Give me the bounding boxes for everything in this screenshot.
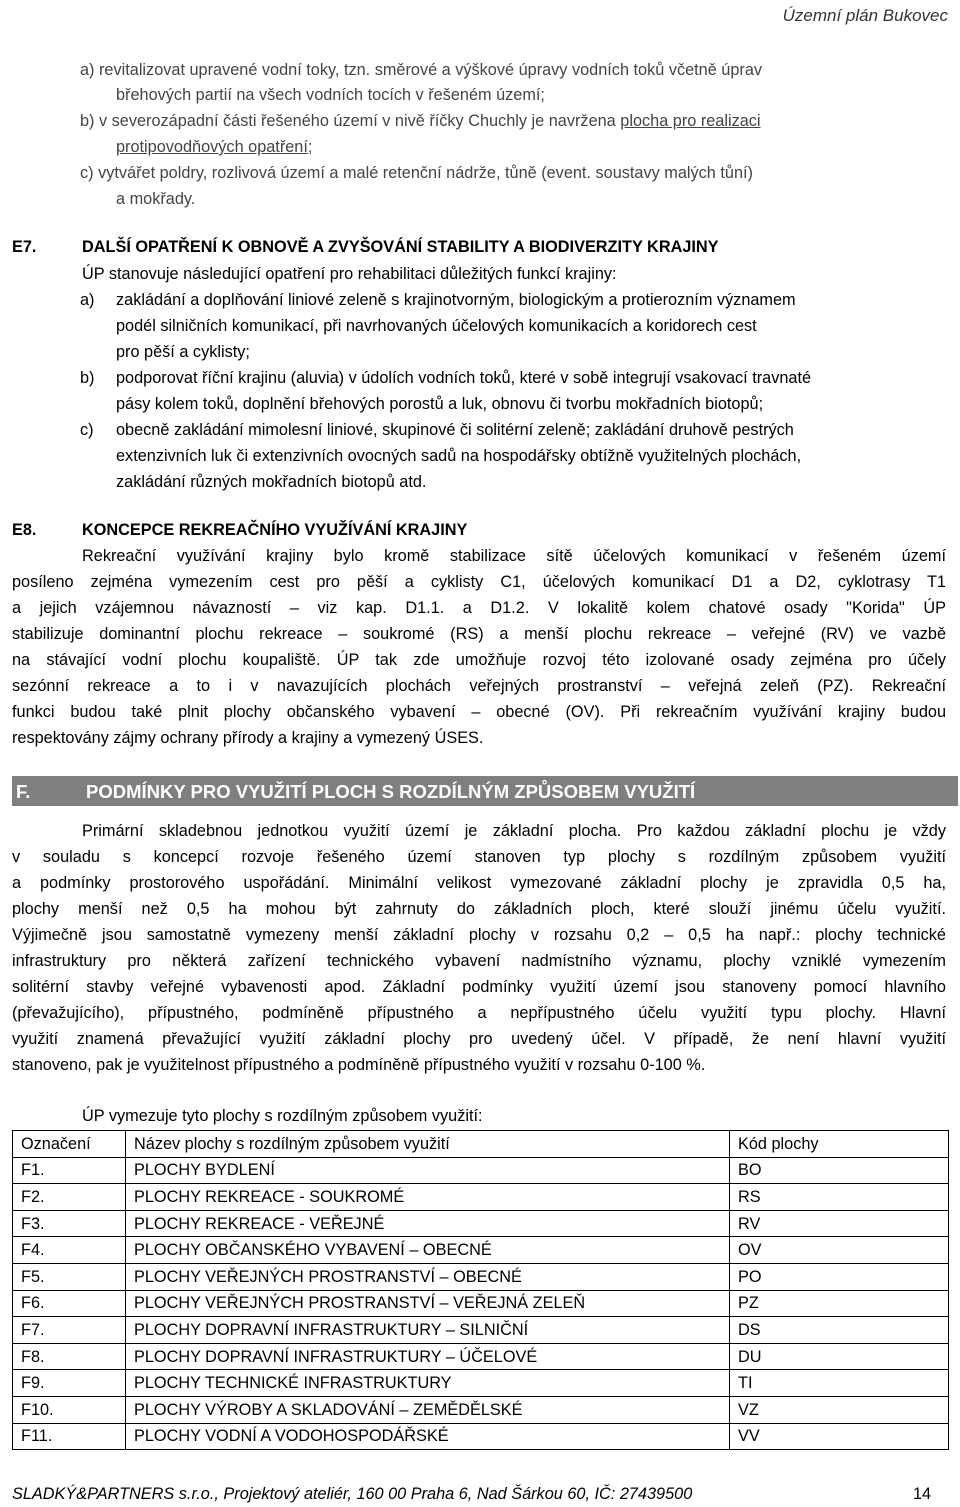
list-item-c-line1: c) vytvářet poldry, rozlivová území a malé retenční nádrže, tůně (event. soustavy malých tůní)	[80, 164, 753, 182]
table-cell: PLOCHY VEŘEJNÝCH PROSTRANSTVÍ – OBECNÉ	[126, 1263, 730, 1290]
section-f-number: F.	[16, 781, 31, 802]
e8-lines-line: na stávající vodní plochu koupaliště. ÚP tak zde umožňuje rozvoj této izolované osady zejména pro účely	[12, 651, 946, 669]
table-cell: BO	[730, 1157, 949, 1184]
e7-c-line2: extenzivních luk či extenzivních ovocných sadů na hospodářsky obtížně využitelných plochách,	[116, 447, 802, 465]
table-row	[13, 1343, 949, 1370]
table-cell: RS	[730, 1184, 949, 1211]
table-cell: PLOCHY VÝROBY A SKLADOVÁNÍ – ZEMĚDĚLSKÉ	[126, 1396, 730, 1423]
list-item-a-line1: a) revitalizovat upravené vodní toky, tzn. směrové a výškové úpravy vodních toků včetně úprav	[80, 61, 763, 79]
table-cell: F5.	[13, 1263, 126, 1290]
section-e7-intro: ÚP stanovuje následující opatření pro rehabilitaci důležitých funkcí krajiny:	[82, 265, 617, 283]
footer-company: SLADKÝ&PARTNERS s.r.o., Projektový ateliér, 160 00 Praha 6, Nad Šárkou 60, IČ: 27439500	[12, 1485, 693, 1503]
table-cell: F4.	[13, 1237, 126, 1264]
table-cell: VZ	[730, 1396, 949, 1423]
section-e8-number: E8.	[12, 521, 37, 539]
e8-lines-line: posíleno zejména vymezením cest pro pěší a cyklisty C1, účelových komunikací D1 a D2, cyklotrasy T1	[12, 573, 946, 591]
table-header-cell: Kód plochy	[730, 1131, 949, 1158]
section-e7-number: E7.	[12, 238, 37, 256]
table-header-row	[13, 1131, 949, 1158]
table-row	[13, 1290, 949, 1317]
table-header-cell: Název plochy s rozdílným způsobem využití	[126, 1131, 730, 1158]
table-cell: F8.	[13, 1343, 126, 1370]
table-cell: PO	[730, 1263, 949, 1290]
table-cell: F11.	[13, 1423, 126, 1450]
e7-a-line3: pro pěší a cyklisty;	[116, 343, 250, 361]
table-row	[13, 1157, 949, 1184]
flood-protection-link[interactable]: plocha pro realizaci	[620, 112, 761, 130]
e8-lines-line: funkci budou také plnit plochy občanského vybavení – obecné (OV). Při rekreačním využívání krajiny budou	[12, 703, 946, 721]
table-cell: PLOCHY REKREACE - SOUKROMÉ	[126, 1184, 730, 1211]
table-cell: PLOCHY VODNÍ A VODOHOSPODÁŘSKÉ	[126, 1423, 730, 1450]
table-row	[13, 1423, 949, 1450]
e7-b-line2: pásy kolem toků, doplnění břehových porostů a luk, obnovu či tvorbu mokřadních biotopů;	[116, 395, 764, 413]
e8-lines-line: Rekreační využívání krajiny bylo kromě stabilizace sítě účelových komunikací v řešeném území	[82, 547, 946, 565]
e7-a-line2: podél silničních komunikací, při navrhovaných účelových komunikacích a koridorech cest	[116, 317, 757, 335]
e8-lines-line: respektovány zájmy ochrany přírody a krajiny a vymezený ÚSES.	[12, 729, 484, 747]
table-intro: ÚP vymezuje tyto plochy s rozdílným způsobem využití:	[82, 1107, 483, 1125]
list-item-c-line2: a mokřady.	[116, 190, 196, 208]
list-item-a-line2: břehových partií na všech vodních tocích v řešeném území;	[116, 86, 545, 104]
e8-lines-line: a jejich vzájemnou návazností – viz kap. D1.1. a D1.2. V lokalitě kolem chatové osady "Korida" ÚP	[12, 599, 946, 617]
e7-c-marker: c)	[80, 421, 94, 439]
table-row	[13, 1184, 949, 1211]
f-lines-line: (převažujícího), přípustného, podmíněně přípustného a nepřípustného účelu využití typu plochy. Hlavní	[12, 1004, 946, 1022]
e7-a-line1: zakládání a doplňování liniové zeleně s krajinotvorným, biologickým a protierozním významem	[116, 291, 796, 309]
table-row	[13, 1370, 949, 1397]
table-row	[13, 1317, 949, 1344]
table-cell: RV	[730, 1210, 949, 1237]
page-header: Územní plán Bukovec	[782, 6, 948, 25]
e7-c-line3: zakládání různých mokřadních biotopů atd.	[116, 473, 427, 491]
table-cell: F9.	[13, 1370, 126, 1397]
table-cell: PLOCHY TECHNICKÉ INFRASTRUKTURY	[126, 1370, 730, 1397]
section-e7-title: DALŠÍ OPATŘENÍ K OBNOVĚ A ZVYŠOVÁNÍ STABILITY A BIODIVERZITY KRAJINY	[82, 238, 719, 256]
area-types-table	[12, 1130, 949, 1450]
e7-b-marker: b)	[80, 369, 95, 387]
table-header-cell: Označení	[13, 1131, 126, 1158]
list-item-b-text: b) v severozápadní části řešeného území v nivě říčky Chuchly je navržena	[80, 112, 621, 130]
table-cell: F2.	[13, 1184, 126, 1211]
table-cell: VV	[730, 1423, 949, 1450]
e7-a-marker: a)	[80, 291, 95, 309]
section-f-title: PODMÍNKY PRO VYUŽITÍ PLOCH S ROZDÍLNÝM ZPŮSOBEM VYUŽITÍ	[86, 781, 696, 802]
table-cell: PLOCHY DOPRAVNÍ INFRASTRUKTURY – SILNIČNÍ	[126, 1317, 730, 1344]
f-lines-line: Primární skladebnou jednotkou využití území je základní plocha. Pro každou základní plochu je vždy	[82, 822, 946, 840]
table-cell: DS	[730, 1317, 949, 1344]
list-item-b-line2	[116, 137, 312, 157]
table-cell: F7.	[13, 1317, 126, 1344]
table-row	[13, 1237, 949, 1264]
section-e8-title: KONCEPCE REKREAČNÍHO VYUŽÍVÁNÍ KRAJINY	[82, 521, 468, 539]
table-cell: DU	[730, 1343, 949, 1370]
table-cell: PLOCHY REKREACE - VEŘEJNÉ	[126, 1210, 730, 1237]
list-item-b-line1	[80, 111, 761, 131]
table-cell: OV	[730, 1237, 949, 1264]
e8-lines-line: stabilizuje dominantní plochu rekreace – soukromé (RS) a menší plochu rekreace – veřejné (RV) ve vazbě	[12, 625, 946, 643]
e7-b-line1: podporovat říční krajinu (aluvia) v údolích vodních toků, které v sobě integrují vsakovací travnaté	[116, 369, 812, 387]
table-cell: F6.	[13, 1290, 126, 1317]
f-lines-line: solitérní stavby veřejné vybavenosti apod. Základní podmínky využití území jsou stanoveny pomocí hlavního	[12, 978, 946, 996]
f-lines-line: stanoveno, pak je využitelnost přípustného a podmíněně přípustného využití v rozsahu 0-100 %.	[12, 1056, 706, 1074]
table-cell: PZ	[730, 1290, 949, 1317]
table-row	[13, 1210, 949, 1237]
table-row	[13, 1263, 949, 1290]
section-f-heading-bar	[12, 776, 958, 806]
table-row	[13, 1396, 949, 1423]
e7-c-line1: obecně zakládání mimolesní liniové, skupinové či solitérní zeleně; zakládání druhově pestrých	[116, 421, 794, 439]
table-cell: PLOCHY DOPRAVNÍ INFRASTRUKTURY – ÚČELOVÉ	[126, 1343, 730, 1370]
table-cell: PLOCHY OBČANSKÉHO VYBAVENÍ – OBECNÉ	[126, 1237, 730, 1264]
e8-lines-line: sezónní rekreace a to i v navazujících plochách veřejných prostranství – veřejná zeleň (PZ). Rekreační	[12, 677, 946, 695]
page-number: 14	[913, 1485, 932, 1503]
f-lines-line: plochy menší než 0,5 ha mohou být zahrnuty do základních ploch, které slouží jinému účelu využití.	[12, 900, 946, 918]
flood-protection-link-cont[interactable]: protipovodňových opatření	[116, 138, 308, 156]
table-cell: F1.	[13, 1157, 126, 1184]
f-lines-line: využití znamená převažující využití základní plochy pro uvedený účel. V případě, že není hlavní využití	[12, 1030, 946, 1048]
f-lines-line: a podmínky prostorového uspořádání. Minimální velikost vymezované základní plochy je zpravidla 0,5 ha,	[12, 874, 946, 892]
table-cell: F10.	[13, 1396, 126, 1423]
table-cell: PLOCHY BYDLENÍ	[126, 1157, 730, 1184]
f-lines-line: infrastruktury pro některá zařízení technického vybavení nadmístního významu, plochy vzniklé vymezením	[12, 952, 946, 970]
table-cell: F3.	[13, 1210, 126, 1237]
f-lines-line: v souladu s koncepcí rozvoje řešeného území stanoven typ plochy s rozdílným způsobem využití	[12, 848, 946, 866]
f-lines-line: Výjimečně jsou samostatně vymezeny menší základní plochy v rozsahu 0,2 – 0,5 ha např.: plochy technické	[12, 926, 946, 944]
list-item-b-end: ;	[307, 138, 313, 156]
table-cell: TI	[730, 1370, 949, 1397]
table-cell: PLOCHY VEŘEJNÝCH PROSTRANSTVÍ – VEŘEJNÁ ZELEŇ	[126, 1290, 730, 1317]
